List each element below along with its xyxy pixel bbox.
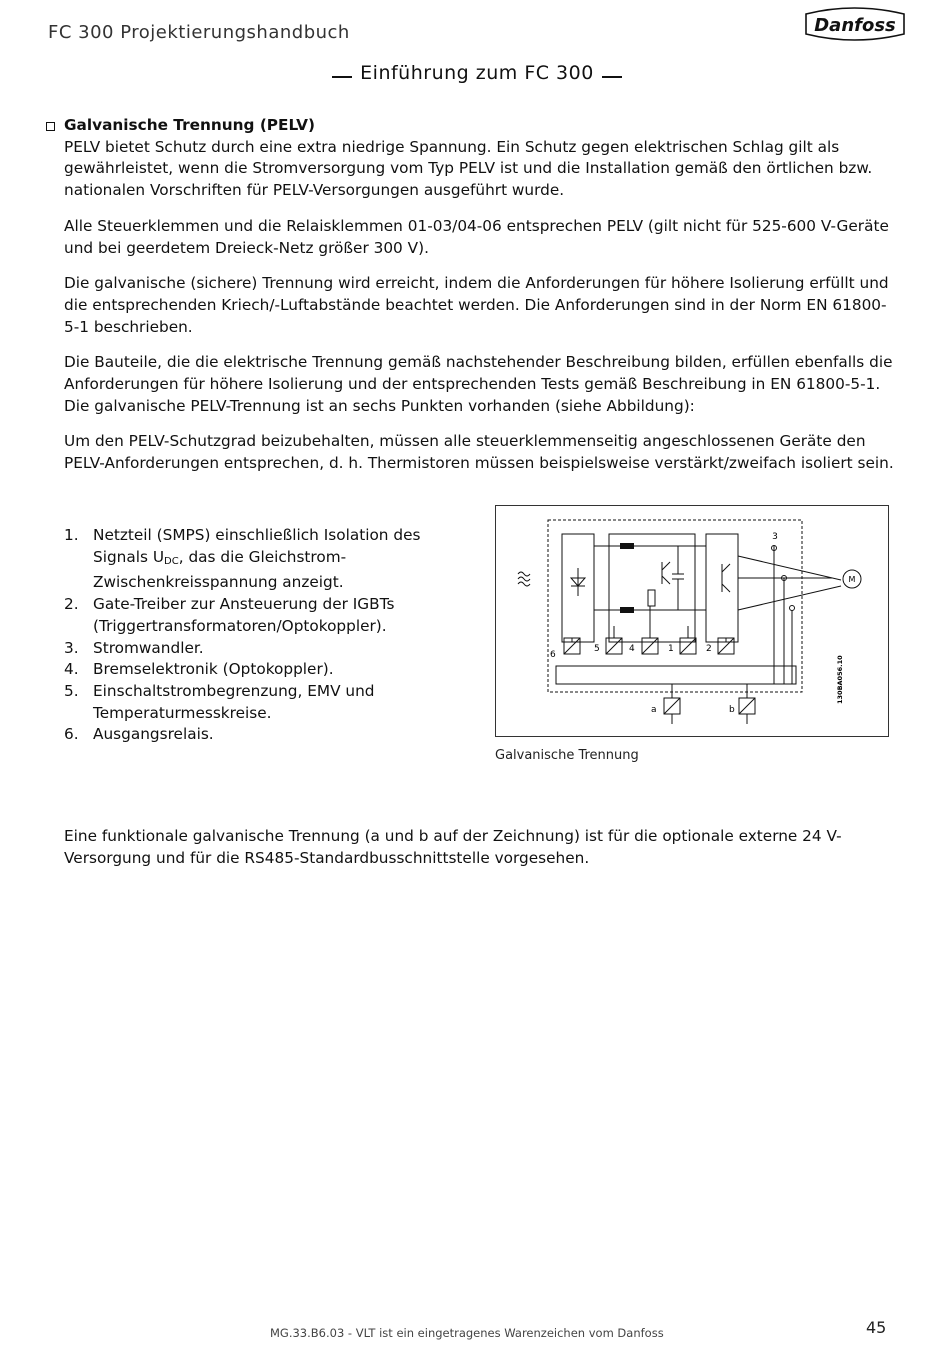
section-heading (64, 115, 894, 137)
title-dash-left (332, 76, 352, 78)
checkbox-bullet-icon (46, 122, 55, 131)
list-item: 4. Bremselektronik (Optokoppler). (64, 660, 334, 679)
isolation-points-list (64, 525, 424, 746)
danfoss-logo (800, 4, 908, 44)
closing-paragraph: Eine funktionale galvanische Trennung (a und b auf der Zeichnung) ist für die optionale externe 24 V-Versorgung und für die RS485-Standardbusschnittstelle vorgesehen. (64, 827, 842, 867)
galvanic-isolation-diagram (495, 505, 889, 737)
section-title-text: Einführung zum FC 300 (360, 62, 594, 84)
figure-caption: Galvanische Trennung (495, 748, 639, 763)
section-title (318, 62, 636, 86)
list-item: 3. Stromwandler. (64, 638, 204, 657)
label-b: b (729, 705, 735, 715)
label-2: 2 (706, 644, 712, 654)
section-heading-text: Galvanische Trennung (PELV) (64, 116, 315, 134)
label-4: 4 (629, 644, 635, 654)
diagram-svg (496, 506, 888, 736)
label-6: 6 (550, 650, 556, 660)
label-motor: M (848, 575, 856, 584)
label-3: 3 (772, 532, 778, 542)
title-dash-right (602, 76, 622, 78)
paragraph-4: Die Bauteile, die die elektrische Trennung gemäß nachstehender Beschreibung bilden, erfüllen ebenfalls die Anforderungen für höhere Isolierung und der entsprechenden Tests gemäß Beschreibung in EN 61800-5-1. Die galvanische PELV-Trennung ist an sechs Punkten vorhanden (siehe Abbildung): (64, 353, 893, 415)
paragraph-5: Um den PELV-Schutzgrad beizubehalten, müssen alle steuerklemmenseitig angeschlossenen Geräte den PELV-Anforderungen entsprechen, d. h. Thermistoren müssen beispielsweise verstärkt/zweifach isoliert sein. (64, 432, 894, 473)
label-1: 1 (668, 644, 674, 654)
page-number: 45 (866, 1318, 887, 1337)
list-item: 6. Ausgangsrelais. (64, 725, 214, 744)
list-item: 2. Gate-Treiber zur Ansteuerung der IGBTs (Triggertransformatoren/Optokoppler). (64, 595, 395, 635)
label-5: 5 (594, 644, 600, 654)
footer-text: MG.33.B6.03 - VLT ist ein eingetragenes Warenzeichen vom Danfoss (270, 1326, 664, 1340)
paragraph-2: Alle Steuerklemmen und die Relaisklemmen 01-03/04-06 entsprechen PELV (gilt nicht für 525-600 V-Geräte und bei geerdetem Dreieck-Netz größer 300 V). (64, 216, 889, 257)
paragraph-3: Die galvanische (sichere) Trennung wird erreicht, indem die Anforderungen für höhere Isolierung erfüllt und die entsprechenden Kriech/-Luftabstände beachtet werden. Die Anforderungen sind in der Norm EN 61800-5-1 beschrieben. (64, 274, 889, 336)
list-item: 5. Einschaltstrombegrenzung, EMV und Temperaturmesskreise. (64, 681, 375, 722)
figure-code: 130BA056.10 (836, 655, 844, 704)
header-title: FC 300 Projektierungshandbuch (48, 22, 350, 43)
list-item: 1. Netzteil (SMPS) einschließlich Isolation des Signals $U_{DC}$, das die Gleichstrom-Zwischenkreisspannung anzeigt. (64, 526, 421, 592)
main-content (64, 115, 894, 489)
logo-text: Danfoss (814, 15, 896, 36)
paragraph-1: PELV bietet Schutz durch eine extra niedrige Spannung. Ein Schutz gegen elektrischen Schlag gilt als gewährleistet, wenn die Stromversorgung vom Typ PELV ist und die Installation gemäß den örtlichen bzw. nationalen Vorschriften für PELV-Versorgungen ausgeführt wurde. (64, 137, 873, 200)
label-a: a (651, 705, 657, 715)
